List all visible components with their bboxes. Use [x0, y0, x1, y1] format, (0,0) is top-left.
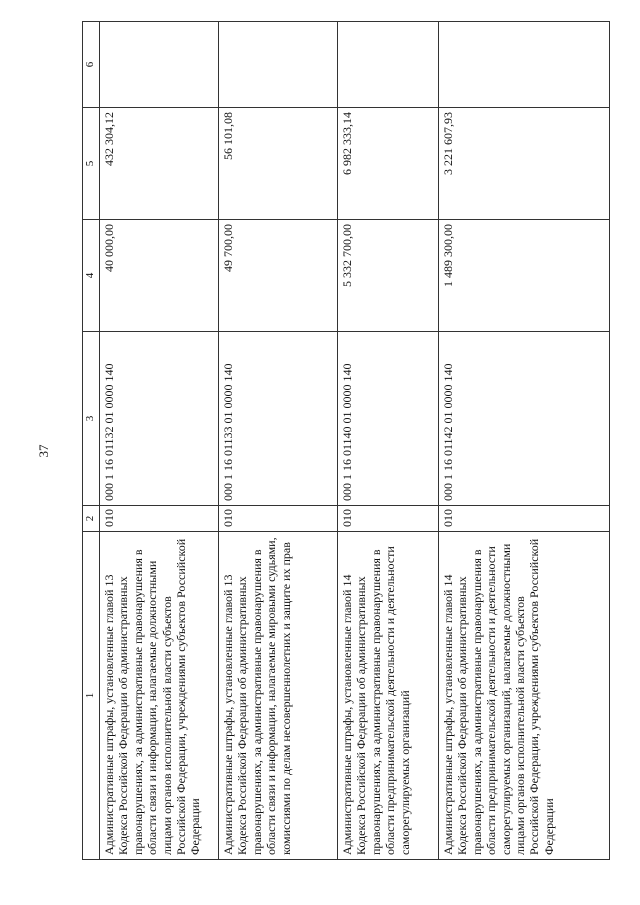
revenue-name-cell: Административные штрафы, установленные главой 13 Кодекса Российской Федерации об административных правонарушениях, за административные правонарушения в области связи и информации, налагаемые должностными лицами органов исполнительной власти субъектов Российской Федерации, учреждениями субъектов Российской Федерации: [100, 532, 219, 860]
column-6-cell: [338, 22, 439, 108]
planned-amount-cell: 1 489 300,00: [439, 220, 610, 332]
column-6-cell: [100, 22, 219, 108]
actual-amount-cell: 56 101,08: [219, 108, 338, 220]
column-header: 1: [83, 532, 100, 860]
revenue-name-cell: Административные штрафы, установленные главой 14 Кодекса Российской Федерации об административных правонарушениях, за административные правонарушения в области предпринимательской деятельности и деятельности саморегулируемых организаций: [338, 532, 439, 860]
column-header: 5: [83, 108, 100, 220]
administrator-code-cell: 010: [338, 506, 439, 532]
budget-classification-code-cell: 000 1 16 01132 01 0000 140: [100, 332, 219, 506]
budget-classification-code-cell: 000 1 16 01140 01 0000 140: [338, 332, 439, 506]
table-row: [219, 22, 338, 860]
column-6-cell: [219, 22, 338, 108]
page-number: 37: [36, 444, 51, 458]
actual-amount-cell: 6 982 333,14: [338, 108, 439, 220]
actual-amount-cell: 3 221 607,93: [439, 108, 610, 220]
administrator-code-cell: 010: [439, 506, 610, 532]
revenue-name-cell: Административные штрафы, установленные главой 13 Кодекса Российской Федерации об административных правонарушениях, за административные правонарушения в области связи и информации, налагаемые мировыми судьями, комиссиями по делам несовершеннолетних и защите их прав: [219, 532, 338, 860]
administrator-code-cell: 010: [219, 506, 338, 532]
actual-amount-cell: 432 304,12: [100, 108, 219, 220]
budget-classification-code-cell: 000 1 16 01133 01 0000 140: [219, 332, 338, 506]
rotated-table-sheet: [82, 22, 598, 860]
table-row: [439, 22, 610, 860]
column-header: 4: [83, 220, 100, 332]
column-header: 2: [83, 506, 100, 532]
revenue-name-cell: Административные штрафы, установленные главой 14 Кодекса Российской Федерации об административных правонарушениях, за административные правонарушения в области предпринимательской деятельности и деятельности саморегулируемых организаций, налагаемые должностными лицами органов исполнительной власти субъектов Российской Федерации, учреждениями субъектов Российской Федерации: [439, 532, 610, 860]
budget-classification-code-cell: 000 1 16 01142 01 0000 140: [439, 332, 610, 506]
planned-amount-cell: 5 332 700,00: [338, 220, 439, 332]
revenue-table: [82, 21, 610, 860]
table-row: [338, 22, 439, 860]
table-header-row: [83, 22, 100, 860]
administrator-code-cell: 010: [100, 506, 219, 532]
planned-amount-cell: 40 000,00: [100, 220, 219, 332]
column-header: 6: [83, 22, 100, 108]
table-row: [100, 22, 219, 860]
column-6-cell: [439, 22, 610, 108]
planned-amount-cell: 49 700,00: [219, 220, 338, 332]
column-header: 3: [83, 332, 100, 506]
